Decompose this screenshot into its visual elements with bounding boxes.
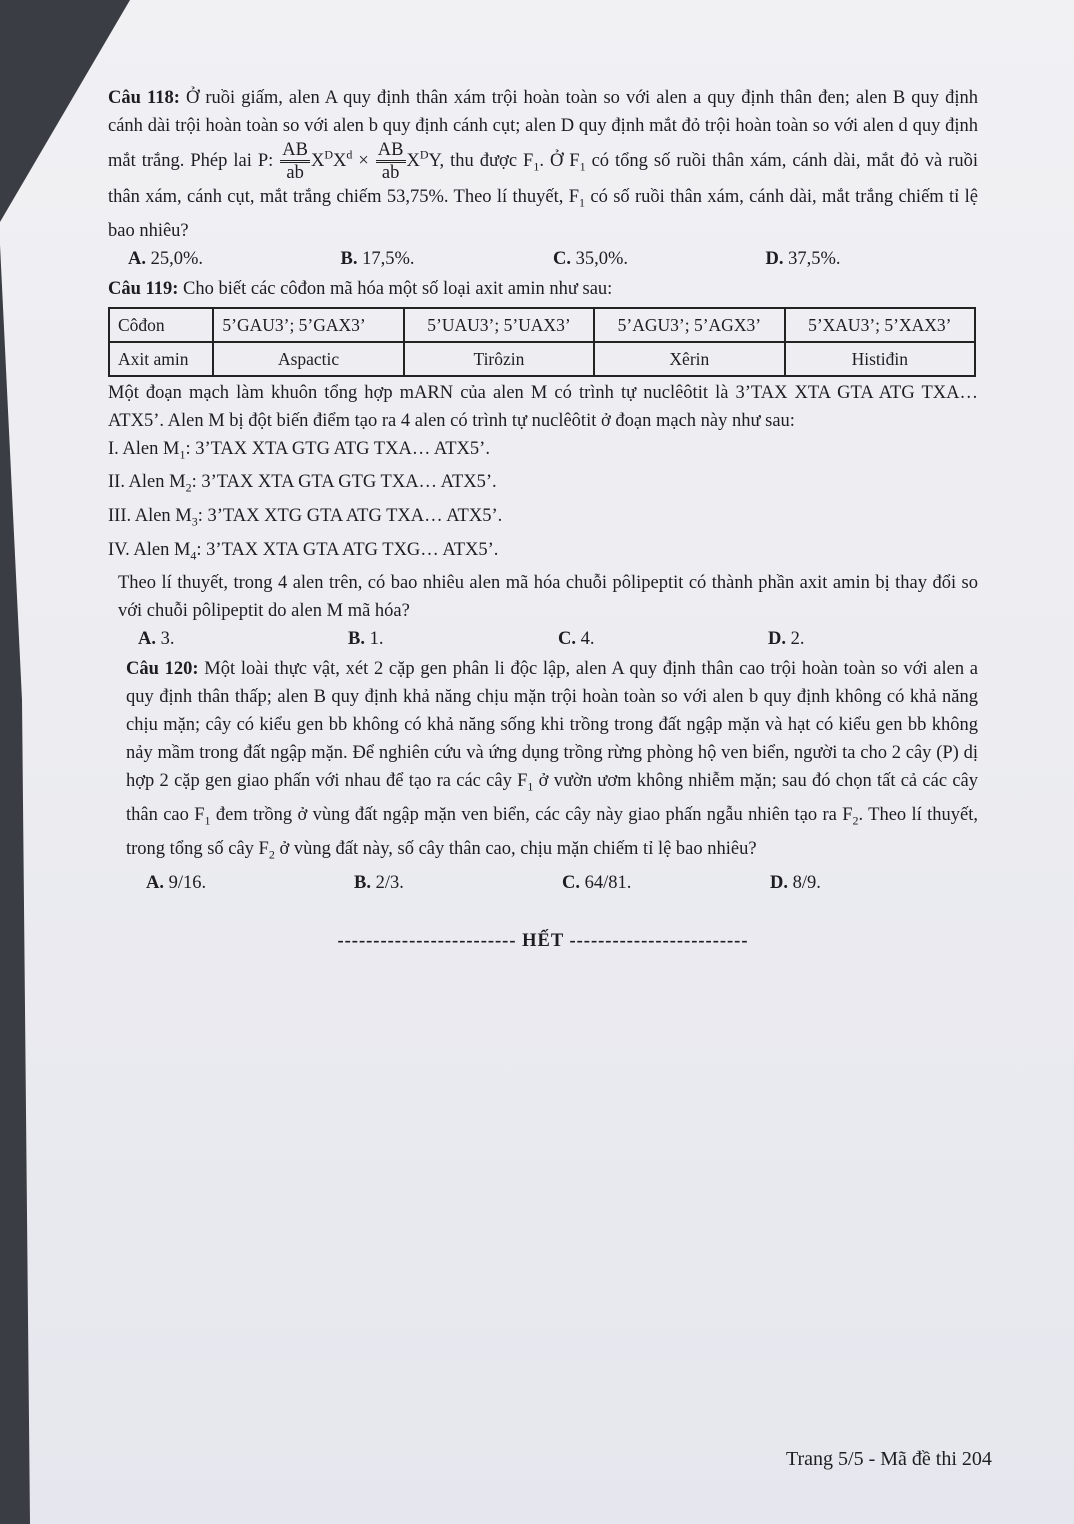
option-d[interactable]: D. 2. — [768, 629, 805, 650]
question-119-question: Theo lí thuyết, trong 4 alen trên, có bao nhiêu alen mã hóa chuỗi pôlipeptit có thành phần axit amin bị thay đổi so với chuỗi pôlipeptit do alen M mã hóa? — [118, 573, 978, 622]
question-118: Câu 118: Ở ruồi giấm, alen A quy định thân xám trội hoàn toàn so với alen a quy định thân đen; alen B quy định cánh dài trội hoàn toàn so với alen b quy định cánh cụt; alen D quy định mắt đỏ trội hoàn toàn so với alen d quy định mắt trắng. Phép lai P: $\frac{AB}{ab}$ $X^DX^d$ × $\frac{AB}{ab}$ $X^DY$, thu được $F_1$. Ở $F_1$ có tổng số ruồi thân xám, cánh dài, mắt đỏ và ruồi thân xám, cánh cụt, mắt trắng chiếm 53,75%. Theo lí thuyết, $F_1$ có số ruồi thân xám, cánh dài, mắt trắng chiếm tỉ lệ bao nhiêu? — [108, 88, 979, 241]
table-row — [109, 308, 975, 342]
question-120-text-2: ở vườn ươm không nhiễm mặn; sau đó chọn tất cả các cây thân cao F — [126, 771, 978, 826]
table-cell: Côđon — [109, 308, 213, 342]
question-118-text-1: Ở ruồi giấm, alen A quy định thân xám trội hoàn toàn so với alen a quy định thân đen; alen B quy định cánh dài trội hoàn toàn so với alen b quy định cánh cụt; alen D quy định mắt đỏ trội hoàn toàn so với alen d quy định mắt trắng. Phép lai P: — [108, 88, 978, 171]
allele-line-4: IV. Alen $M_4$: 3’TAX XTA GTA ATG TXG… ATX5’. — [108, 539, 499, 563]
question-119-options — [138, 625, 978, 653]
question-120-text-3: đem trồng ở vùng đất ngập mặn ven biển, các cây này giao phấn ngẫu nhiên tạo ra F — [210, 805, 853, 826]
table-cell: 5’GAU3’; 5’GAX3’ — [213, 308, 403, 342]
table-cell: Histiđin — [785, 342, 975, 376]
allele-line-3: III. Alen $M_3$: 3’TAX XTG GTA ATG TXA… ATX5’. — [108, 506, 503, 529]
question-120-text-5: ở vùng đất này, số cây thân cao, chịu mặn chiếm tỉ lệ bao nhiêu? — [274, 838, 757, 859]
question-120-text-4: . Theo lí thuyết, trong tổng số cây F — [126, 805, 978, 859]
fraction-denominator: ab — [286, 163, 304, 183]
fraction-numerator: AB — [280, 140, 310, 163]
fraction-denominator: ab — [381, 163, 400, 183]
table-cell: Tirôzin — [404, 342, 594, 376]
question-120-label: Câu 120: — [126, 659, 199, 680]
question-119-paragraph: Một đoạn mạch làm khuôn tổng hợp mARN của alen M có trình tự nuclêôtit là 3’TAX XTA GTA ATG TXA… ATX5’. Alen M bị đột biến điểm tạo ra 4 alen có trình tự nuclêôtit ở đoạn mạch này như sau: — [108, 382, 978, 431]
fraction-numerator: AB — [376, 140, 406, 163]
question-120: Câu 120: Một loài thực vật, xét 2 cặp gen phân li độc lập, alen A quy định thân cao trội hoàn toàn so với alen a quy định thân thấp; alen B quy định khả năng chịu mặn trội hoàn toàn so với alen b quy định không có khả năng chịu mặn; cây có kiểu gen bb không có khả năng sống khi trồng trong đất ngập mặn và hạt có kiểu gen bb không nảy mầm trong đất ngập mặn. Để nghiên cứu và ứng dụng trồng rừng phòng hộ ven biển, người ta cho 2 cây (P) dị hợp 2 cặp gen giao phấn với nhau để tạo ra các cây $F_1$ ở vườn ươm không nhiễm mặn; sau đó chọn tất cả các cây thân cao $F_1$ đem trồng ở vùng đất ngập mặn ven biển, các cây này giao phấn ngẫu nhiên tạo ra $F_2$. Theo lí thuyết, trong tổng số cây $F_2$ ở vùng đất này, số cây thân cao, chịu mặn chiếm tỉ lệ bao nhiêu? — [126, 659, 979, 862]
table-cell: 5’UAU3’; 5’UAX3’ — [404, 308, 594, 342]
question-118-text-5: có số ruồi thân xám, cánh dài, mắt trắng chiếm tỉ lệ bao nhiêu? — [108, 187, 979, 241]
option-b[interactable]: B. 17,5%. — [340, 248, 415, 269]
question-119-label: Câu 119: — [108, 278, 179, 299]
end-marker: ------------------------- HẾT ------------------------- — [337, 930, 749, 951]
table-cell: 5’AGU3’; 5’AGX3’ — [594, 308, 784, 342]
question-119 — [108, 275, 978, 303]
option-c[interactable]: C. 64/81. — [562, 872, 632, 893]
codon-table — [108, 307, 976, 377]
option-b[interactable]: B. 1. — [348, 629, 384, 650]
allele-line-1: I. Alen $M_1$: 3’TAX XTA GTG ATG TXA… ATX5’. — [108, 438, 490, 462]
exam-content — [108, 84, 978, 955]
question-120-text-1: Một loài thực vật, xét 2 cặp gen phân li độc lập, alen A quy định thân cao trội hoàn toàn so với alen a quy định thân thấp; alen B quy định khả năng chịu mặn trội hoàn toàn so với alen b quy định không có khả năng chịu mặn; cây có kiểu gen bb không có khả năng sống khi trồng trong đất ngập mặn và hạt có kiểu gen bb không nảy mầm trong đất ngập mặn. Để nghiên cứu và ứng dụng trồng rừng phòng hộ ven biển, người ta cho 2 cây (P) dị hợp 2 cặp gen giao phấn với nhau để tạo ra các cây F — [126, 659, 979, 792]
question-120-options — [146, 869, 978, 897]
genotype-fraction-2 — [376, 140, 406, 183]
option-a[interactable]: A. 25,0%. — [128, 248, 204, 269]
table-row — [109, 342, 975, 376]
option-b[interactable]: B. 2/3. — [354, 872, 404, 893]
option-d[interactable]: D. 8/9. — [770, 872, 821, 893]
table-cell: Axit amin — [109, 342, 213, 376]
question-118-label: Câu 118: — [108, 88, 180, 108]
table-cell: Xêrin — [594, 342, 784, 376]
question-118-options — [128, 245, 978, 273]
question-118-text-3: . Ở F — [539, 150, 580, 171]
page-footer: Trang 5/5 - Mã đề thi 204 — [786, 1448, 992, 1470]
allele-line-2: II. Alen $M_2$: 3’TAX XTA GTA GTG TXA… ATX5’. — [108, 472, 497, 496]
option-a[interactable]: A. 9/16. — [146, 872, 207, 893]
option-a[interactable]: A. 3. — [138, 629, 175, 650]
question-118-text-4: có tổng số ruồi thân xám, cánh dài, mắt đỏ và ruồi thân xám, cánh cụt, mắt trắng chiếm 53,75%. Theo lí thuyết, F — [108, 150, 979, 207]
genotype-fraction-1 — [280, 140, 310, 183]
option-d[interactable]: D. 37,5%. — [765, 248, 841, 269]
question-118-text-2: , thu được F — [439, 150, 534, 171]
table-cell: 5’XAU3’; 5’XAX3’ — [785, 308, 975, 342]
table-cell: Aspactic — [213, 342, 403, 376]
option-c[interactable]: C. 4. — [558, 629, 595, 650]
question-119-intro: Cho biết các côđon mã hóa một số loại axit amin như sau: — [183, 278, 613, 299]
option-c[interactable]: C. 35,0%. — [553, 248, 629, 269]
